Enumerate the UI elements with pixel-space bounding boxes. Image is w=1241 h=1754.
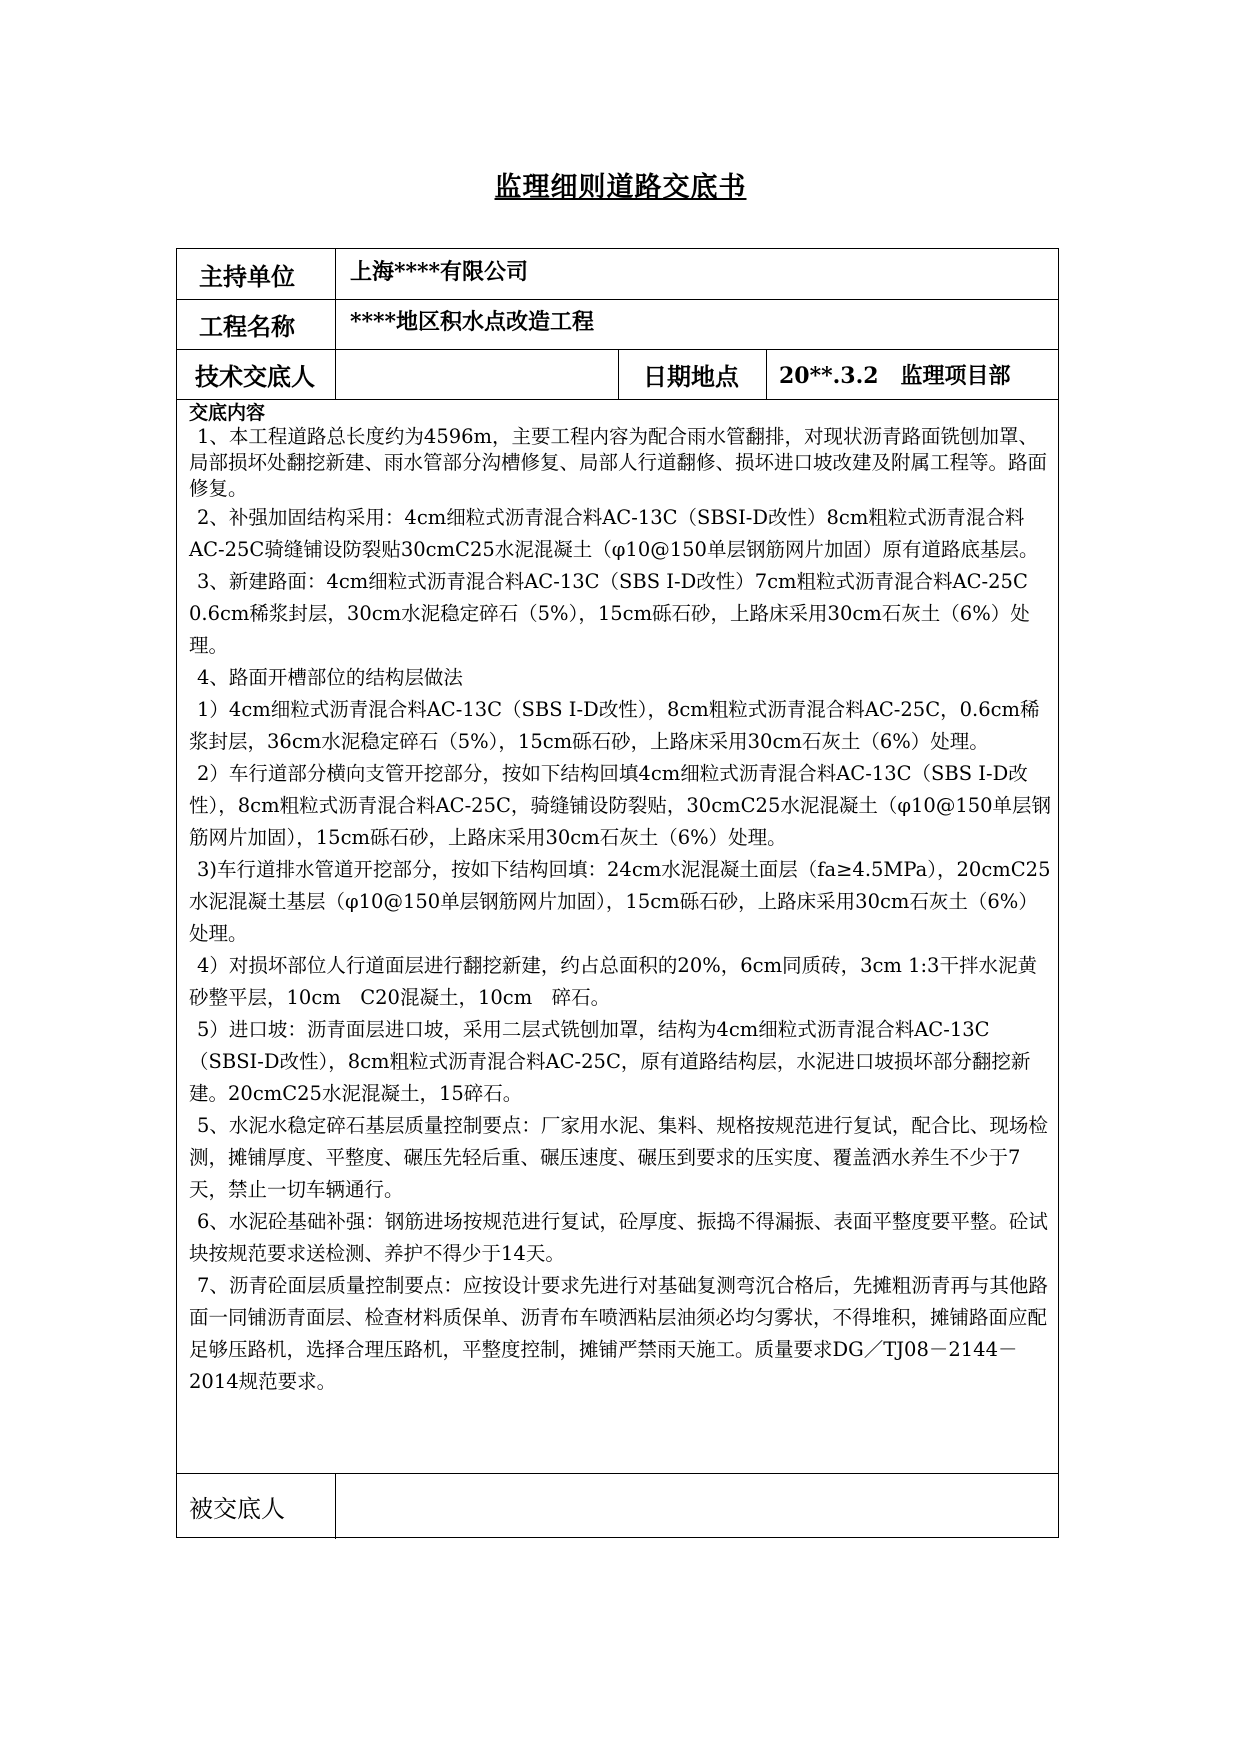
content-paragraph: 5）进口坡：沥青面层进口坡，采用二层式铣刨加罩，结构为4cm细粒式沥青混合料AC-13C（SBSI-D改性），8cm粗粒式沥青混合料AC-25C，原有道路结构层，水泥进口坡损坏部分翻挖新建。20cmC25水泥混凝土，15碎石。: [189, 1018, 1031, 1105]
content-paragraph: 1、本工程道路总长度约为4596m，主要工程内容为配合雨水管翻排，对现状沥青路面铣刨加罩、局部损坏处翻挖新建、雨水管部分沟槽修复、局部人行道翻修、损坏进口坡改建及附属工程等。路面修复。: [189, 425, 1048, 500]
disclosure-content: [177, 399, 1058, 1409]
recipient-value: [336, 1474, 1058, 1538]
recipient-label: 被交底人: [189, 1494, 285, 1523]
content-paragraph: 3、新建路面：4cm细粒式沥青混合料AC-13C（SBS I-D改性）7cm粗粒式沥青混合料AC-25C 0.6cm稀浆封层，30cm水泥稳定碎石（5%），15cm砾石砂，上路床采用30cm石灰土（6%）处理。: [189, 570, 1030, 657]
content-heading: 交底内容: [189, 402, 266, 424]
project-name-label: 工程名称: [199, 311, 295, 341]
content-paragraph: 4）对损坏部位人行道面层进行翻挖新建，约占总面积的20%，6cm同质砖，3cm 1:3干拌水泥黄砂整平层，10cm C20混凝土，10cm 碎石。: [189, 954, 1037, 1009]
document-title: 监理细则道路交底书: [494, 172, 747, 203]
form-table: [176, 248, 1059, 1538]
tech-presenter-label: 技术交底人: [195, 361, 315, 391]
content-paragraph: 1）4cm细粒式沥青混合料AC-13C（SBS I-D改性），8cm粗粒式沥青混合料AC-25C，0.6cm稀浆封层，36cm水泥稳定碎石（5%），15cm砾石砂，上路床采用30cm石灰土（6%）处理。: [189, 698, 1040, 753]
content-paragraph: 4、路面开槽部位的结构层做法: [197, 666, 463, 689]
content-paragraph: 2）车行道部分横向支管开挖部分，按如下结构回填4cm细粒式沥青混合料AC-13C（SBS I-D改性），8cm粗粒式沥青混合料AC-25C，骑缝铺设防裂贴，30cmC25水泥混凝土（φ10@150单层钢筋网片加固），15cm砾石砂，上路床采用30cm石灰土（6%）处理。: [189, 762, 1052, 849]
date-place-value: 20**.3.2 监理项目部: [779, 362, 1011, 389]
project-name-value: ****地区积水点改造工程: [350, 308, 595, 335]
content-paragraph: 7、沥青砼面层质量控制要点：应按设计要求先进行对基础复测弯沉合格后，先摊粗沥青再与其他路面一同铺沥青面层、检查材料质保单、沥青布车喷洒粘层油须必均匀雾状，不得堆积，摊铺路面应配足够压路机，选择合理压路机，平整度控制，摊铺严禁雨天施工。质量要求DG／TJ08－2144－2014规范要求。: [189, 1274, 1048, 1393]
content-paragraph: 6、水泥砼基础补强：钢筋进场按规范进行复试，砼厚度、振捣不得漏振、表面平整度要平整。砼试块按规范要求送检测、养护不得少于14天。: [189, 1210, 1048, 1265]
content-paragraph: 2、补强加固结构采用：4cm细粒式沥青混合料AC-13C（SBSI-D改性）8cm粗粒式沥青混合料AC-25C骑缝铺设防裂贴30cmC25水泥混凝土（φ10@150单层钢筋网片加固）原有道路底基层。: [189, 506, 1039, 561]
content-paragraph: 5、水泥水稳定碎石基层质量控制要点：厂家用水泥、集料、规格按规范进行复试，配合比、现场检测，摊铺厚度、平整度、碾压先轻后重、碾压速度、碾压到要求的压实度、覆盖洒水养生不少于7天，禁止一切车辆通行。: [189, 1114, 1048, 1201]
date-place-label: 日期地点: [643, 361, 739, 391]
content-paragraph: 3)车行道排水管道开挖部分，按如下结构回填：24cm水泥混凝土面层（fa≥4.5MPa），20cmC25水泥混凝土基层（φ10@150单层钢筋网片加固），15cm砾石砂，上路床采用30cm石灰土（6%）处理。: [189, 858, 1051, 945]
host-unit-label: 主持单位: [199, 261, 295, 291]
tech-presenter-value: [336, 349, 618, 399]
host-unit-value: 上海****有限公司: [350, 258, 529, 285]
